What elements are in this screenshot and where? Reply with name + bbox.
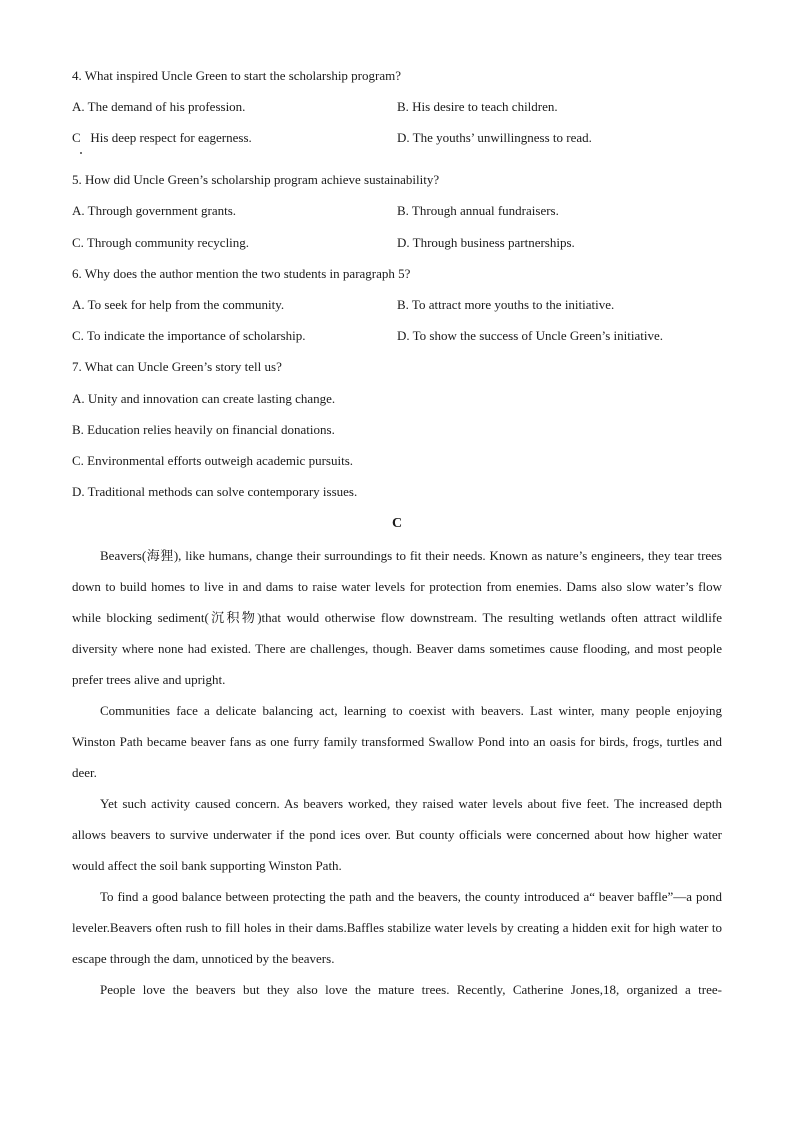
- question-6-option-b: B. To attract more youths to the initiative.: [397, 297, 615, 312]
- question-4-stem: 4. What inspired Uncle Green to start the scholarship program?: [72, 68, 401, 83]
- passage-paragraph-3: Yet such activity caused concern. As beavers worked, they raised water levels about five feet. The increased depth allows beavers to survive underwater if the pond ices over. But county officials were concerned about how higher water would affect the soil bank supporting Winston Path.: [72, 796, 722, 873]
- question-5-option-d: D. Through business partnerships.: [397, 235, 575, 250]
- question-6-option-a: A. To seek for help from the community.: [72, 297, 285, 312]
- question-4-option-d: D. The youths’ unwillingness to read.: [397, 130, 592, 145]
- stray-mark: [80, 152, 82, 154]
- question-7-option-c: C. Environmental efforts outweigh academic pursuits.: [72, 453, 353, 468]
- question-7-option-a: A. Unity and innovation can create lasting change.: [72, 391, 336, 406]
- question-5-option-a: A. Through government grants.: [72, 203, 237, 218]
- question-5-stem: 5. How did Uncle Green’s scholarship program achieve sustainability?: [72, 172, 440, 187]
- question-6-option-d: D. To show the success of Uncle Green’s initiative.: [397, 328, 664, 343]
- question-5-option-c: C. Through community recycling.: [72, 235, 250, 250]
- passage-paragraph-4: To find a good balance between protecting the path and the beavers, the county introduced a“ beaver baffle”—a pond leveler.Beavers often rush to fill holes in their dams.Baffles stabilize water levels by creating a hidden exit for high water to escape through the dam, unnoticed by the beavers.: [72, 889, 722, 966]
- passage-paragraph-2: Communities face a delicate balancing act, learning to coexist with beavers. Last winter, many people enjoying Winston Path became beaver fans as one furry family transformed Swallow Pond into an oasis for birds, frogs, turtles and deer.: [72, 703, 722, 780]
- question-4-option-b: B. His desire to teach children.: [397, 99, 558, 114]
- question-6-stem: 6. Why does the author mention the two students in paragraph 5?: [72, 266, 411, 281]
- question-5-option-b: B. Through annual fundraisers.: [397, 203, 559, 218]
- question-7-option-b: B. Education relies heavily on financial donations.: [72, 422, 335, 437]
- passage-paragraph-1: Beavers(海狸), like humans, change their surroundings to fit their needs. Known as nature’s engineers, they tear trees down to build homes to live in and dams to raise water levels for protection from enemies. Dams also slow water’s flow while blocking sediment(沉积物)that would otherwise flow downstream. The resulting wetlands often attract wildlife diversity where none had existed. There are challenges, though. Beaver dams sometimes cause flooding, and most people prefer trees alive and upright.: [72, 548, 722, 687]
- section-c-passage: [72, 540, 722, 1005]
- question-7-stem: 7. What can Uncle Green’s story tell us?: [72, 359, 282, 374]
- passage-paragraph-5: People love the beavers but they also love the mature trees. Recently, Catherine Jones,18, organized a tree-: [100, 982, 722, 997]
- question-4-option-a: A. The demand of his profession.: [72, 99, 246, 114]
- section-c-title: C: [391, 516, 403, 531]
- question-4-option-c: C His deep respect for eagerness.: [72, 130, 252, 145]
- question-7-option-d: D. Traditional methods can solve contemporary issues.: [72, 484, 358, 499]
- question-6-option-c: C. To indicate the importance of scholarship.: [72, 328, 306, 343]
